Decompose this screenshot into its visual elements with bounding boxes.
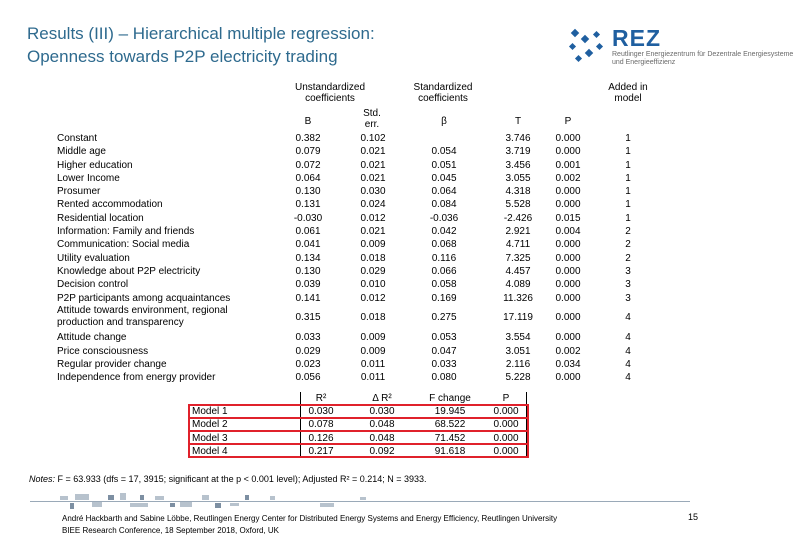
cell-added-model: 4 [625, 372, 631, 384]
cell-beta: 0.116 [431, 252, 457, 264]
cell-added-model: 1 [625, 199, 631, 211]
row-label: Knowledge about P2P electricity [57, 265, 201, 277]
cell-added-model: 4 [625, 359, 631, 371]
cell-b: 0.039 [295, 279, 321, 291]
b-column [287, 132, 329, 385]
cell-p: 0.000 [555, 199, 581, 211]
notes-text: F = 63.933 (dfs = 17, 3915; significant at the p < 0.001 level); Adjusted R² = 0.214; N = 3933. [55, 474, 427, 484]
row-label: Attitude towards environment, regional production and transparency [57, 304, 228, 328]
cell-p: 0.000 [555, 292, 581, 304]
cell-beta [422, 132, 466, 145]
cell-p: 0.000 [555, 311, 581, 323]
table-notes [29, 474, 427, 484]
row-label: Decision control [57, 279, 129, 291]
cell-added-model: 2 [625, 252, 631, 264]
page-number: 15 [688, 512, 699, 522]
cell-p: 0.000 [555, 186, 581, 198]
summary-header-delta-r2: Δ R² [372, 393, 392, 404]
cell-beta: 0.064 [431, 186, 457, 198]
cell-added-model: 2 [625, 239, 631, 251]
t-column [496, 132, 540, 385]
cell-beta: 0.042 [431, 226, 457, 238]
summary-model-label: Model 2 [192, 419, 228, 431]
cell-t: 11.326 [503, 292, 533, 304]
header-p: P [564, 116, 572, 127]
summary-header-f-change: F change [429, 393, 471, 404]
row-labels-column [57, 132, 257, 385]
summary-cell-delta-r2: 0.092 [369, 445, 395, 457]
row-label: Middle age [57, 146, 106, 158]
row-label: Price consciousness [57, 345, 149, 357]
header-beta: β [441, 116, 447, 127]
cell-b: 0.130 [295, 265, 321, 277]
cell-b: 0.041 [295, 239, 321, 251]
cell-p: 0.000 [555, 265, 581, 277]
decorative-pixel-band-icon [30, 490, 690, 512]
cell-b: 0.056 [295, 372, 321, 384]
cell-p: 0.000 [555, 332, 581, 344]
cell-b: 0.382 [295, 133, 321, 144]
slide-title-line1: Results (III) – Hierarchical multiple regression: [27, 24, 375, 43]
cell-std-err: 0.018 [360, 252, 386, 264]
cell-t: 4.711 [505, 239, 531, 251]
cell-t: 2.116 [505, 359, 531, 371]
cell-std-err: 0.011 [360, 372, 386, 384]
cell-p: 0.001 [555, 159, 581, 171]
notes-label: Notes: [29, 474, 56, 484]
p-column [546, 132, 590, 385]
cell-b: 0.079 [295, 146, 321, 158]
logo-name: REZ [612, 25, 661, 51]
summary-cell-r2: 0.126 [308, 432, 334, 444]
cell-p: 0.000 [555, 252, 581, 264]
summary-model-label: Model 4 [192, 445, 228, 457]
row-label: Prosumer [57, 186, 101, 198]
cell-beta: 0.051 [431, 159, 457, 171]
summary-cell-f-change: 91.618 [434, 445, 466, 457]
cell-b: -0.030 [293, 212, 323, 224]
cell-added-model: 1 [625, 146, 631, 158]
cell-added-model: 3 [625, 279, 631, 291]
header-unstandardized: Unstandardized coefficients [294, 82, 366, 104]
cell-std-err: 0.011 [360, 359, 386, 371]
summary-cell-delta-r2: 0.048 [369, 432, 395, 444]
header-b: B [304, 116, 312, 127]
row-label: Constant [57, 133, 98, 144]
cell-p: 0.000 [555, 133, 581, 144]
row-label: P2P participants among acquaintances [57, 292, 231, 304]
cell-beta: -0.036 [429, 212, 459, 224]
cell-added-model: 4 [625, 311, 631, 323]
cell-p: 0.000 [555, 239, 581, 251]
cell-t: -2.426 [503, 212, 533, 224]
row-label: Higher education [57, 159, 133, 171]
header-std-err: Std. err. [363, 108, 381, 130]
cell-p: 0.000 [555, 279, 581, 291]
row-label: Rented accommodation [57, 199, 163, 211]
cell-p: 0.000 [555, 372, 581, 384]
summary-cell-p: 0.000 [493, 419, 519, 431]
cell-b: 0.315 [295, 311, 321, 323]
cell-beta: 0.047 [431, 345, 457, 357]
cell-t: 3.746 [505, 133, 531, 144]
highlight-model-4 [188, 443, 529, 458]
cell-b: 0.131 [295, 199, 321, 211]
cell-t: 3.055 [505, 172, 531, 184]
cell-std-err: 0.009 [360, 332, 386, 344]
cell-p: 0.015 [555, 212, 581, 224]
row-label: Regular provider change [57, 359, 167, 371]
cell-b: 0.061 [295, 226, 321, 238]
summary-model-label: Model 1 [192, 406, 228, 417]
cell-b: 0.033 [295, 332, 321, 344]
cell-t: 2.921 [505, 226, 531, 238]
cell-std-err: 0.012 [360, 212, 386, 224]
summary-model-label: Model 3 [192, 432, 228, 444]
cell-t: 7.325 [505, 252, 531, 264]
row-label: Attitude change [57, 332, 127, 344]
cell-added-model: 1 [625, 212, 631, 224]
cell-beta: 0.066 [431, 265, 457, 277]
added-model-column [610, 132, 646, 385]
cell-std-err: 0.012 [360, 292, 386, 304]
cell-added-model: 3 [625, 292, 631, 304]
cell-added-model: 4 [625, 332, 631, 344]
cell-beta: 0.058 [431, 279, 457, 291]
cell-b: 0.141 [295, 292, 321, 304]
header-added-in-model: Added in model [608, 82, 648, 104]
header-standardized: Standardized coefficients [413, 82, 473, 104]
summary-cell-f-change: 68.522 [434, 419, 466, 431]
summary-cell-p: 0.000 [493, 406, 519, 417]
cell-std-err: 0.021 [360, 146, 386, 158]
cell-t: 3.456 [505, 159, 531, 171]
cell-p: 0.000 [555, 146, 581, 158]
beta-column [422, 132, 466, 385]
header-t: T [514, 116, 522, 127]
cell-t: 5.228 [505, 372, 531, 384]
cell-std-err: 0.021 [360, 172, 386, 184]
summary-cell-delta-r2: 0.048 [369, 419, 395, 431]
cell-beta: 0.084 [431, 199, 457, 211]
cell-added-model: 1 [625, 159, 631, 171]
cell-p: 0.002 [555, 345, 581, 357]
cell-b: 0.130 [295, 186, 321, 198]
row-label: Communication: Social media [57, 239, 190, 251]
cell-std-err: 0.102 [360, 133, 386, 144]
cell-t: 4.457 [505, 265, 531, 277]
cell-b: 0.023 [295, 359, 321, 371]
cell-std-err: 0.021 [360, 226, 386, 238]
slide-title-line2: Openness towards P2P electricity trading [27, 47, 338, 66]
row-label: Independence from energy provider [57, 372, 216, 384]
summary-header-p: P [502, 393, 510, 404]
footer [62, 513, 557, 537]
summary-cell-f-change: 71.452 [434, 432, 466, 444]
logo-subtitle-line2: und Energieeffizienz [612, 59, 676, 66]
logo-subtitle-line1: Reutlinger Energiezentrum für Dezentrale Energiesysteme [612, 51, 793, 58]
cell-p: 0.004 [555, 226, 581, 238]
cell-std-err: 0.009 [360, 239, 386, 251]
cell-beta: 0.054 [431, 146, 457, 158]
row-label: Residential location [57, 212, 144, 224]
cell-t: 4.318 [505, 186, 531, 198]
footer-authors: André Hackbarth and Sabine Löbbe, Reutlingen Energy Center for Distributed Energy Systems and Energy Efficiency, Reutlingen University [62, 514, 558, 523]
cell-std-err: 0.009 [360, 345, 386, 357]
cell-t: 3.719 [505, 146, 531, 158]
std-err-column [352, 132, 394, 385]
row-label: Information: Family and friends [57, 226, 195, 238]
cell-std-err: 0.029 [360, 265, 386, 277]
summary-header-r2: R² [315, 393, 327, 404]
cell-added-model: 1 [625, 186, 631, 198]
cell-added-model: 2 [625, 226, 631, 238]
cell-b: 0.064 [295, 172, 321, 184]
summary-cell-p: 0.000 [493, 445, 519, 457]
row-label: Utility evaluation [57, 252, 130, 264]
cell-added-model: 1 [625, 172, 631, 184]
cell-added-model: 4 [625, 345, 631, 357]
summary-cell-f-change: 19.945 [434, 406, 466, 417]
cell-added-model: 1 [625, 133, 631, 144]
summary-cell-p: 0.000 [493, 432, 519, 444]
cell-t: 3.554 [505, 332, 531, 344]
cell-t: 5.528 [505, 199, 531, 211]
row-label: Lower Income [57, 172, 120, 184]
cell-t: 17.119 [503, 311, 533, 323]
footer-conference: BIEE Research Conference, 18 September 2018, Oxford, UK [62, 526, 280, 535]
cell-beta: 0.053 [431, 332, 457, 344]
cell-t: 4.089 [505, 279, 531, 291]
cell-std-err: 0.021 [360, 159, 386, 171]
cell-added-model: 3 [625, 265, 631, 277]
cell-b: 0.134 [295, 252, 321, 264]
cell-std-err: 0.024 [360, 199, 386, 211]
summary-cell-r2: 0.030 [308, 406, 334, 417]
slide-title [27, 22, 507, 68]
cell-std-err: 0.010 [360, 279, 386, 291]
cell-beta: 0.275 [431, 311, 457, 323]
cell-b: 0.072 [295, 159, 321, 171]
cell-beta: 0.045 [431, 172, 457, 184]
cell-beta: 0.169 [431, 292, 457, 304]
logo-subtitle [612, 51, 793, 67]
cell-p: 0.034 [555, 359, 581, 371]
cell-p: 0.002 [555, 172, 581, 184]
summary-cell-r2: 0.078 [308, 419, 334, 431]
cell-std-err: 0.018 [360, 311, 386, 323]
cell-b: 0.029 [295, 345, 321, 357]
cell-beta: 0.068 [431, 239, 457, 251]
cell-beta: 0.033 [431, 359, 457, 371]
cell-beta: 0.080 [431, 372, 457, 384]
cell-std-err: 0.030 [360, 186, 386, 198]
summary-cell-r2: 0.217 [308, 445, 334, 457]
summary-cell-delta-r2: 0.030 [369, 406, 395, 417]
cell-t: 3.051 [505, 345, 531, 357]
